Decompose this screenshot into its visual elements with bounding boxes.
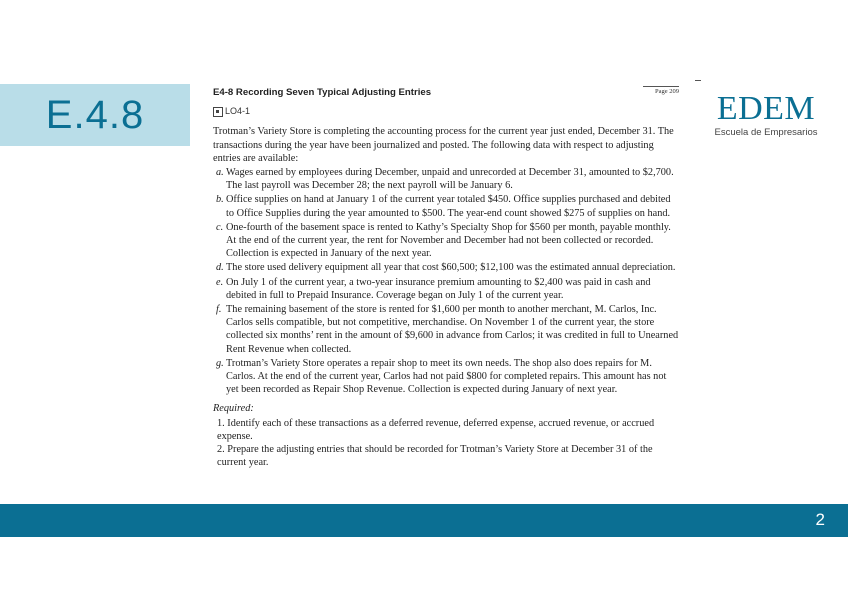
page-reference: Page 209 [643,86,679,95]
learning-objective [213,105,681,118]
list-item: d. The store used delivery equipment all year that cost $60,500; $12,100 was the estimated annual depreciation. [216,262,676,274]
intro-paragraph: Trotman’s Variety Store is completing the accounting process for the current year just ended, December 31. The transactions during the year have been journalized and posted. The following data with respect to adjusting entries are available: [213,126,674,164]
exercise-document [213,86,681,469]
list-item: a. Wages earned by employees during December, unpaid and unrecorded at December 31, amounted to $2,700. The last payroll was December 28; the next payroll will be January 6. [216,167,674,192]
exercise-label: E.4.8 [45,92,145,137]
adjusting-items-list [213,166,681,396]
edem-logo [707,92,825,138]
exercise-title: E4-8 Recording Seven Typical Adjusting Entries [213,87,432,98]
required-label: Required: [213,403,254,415]
list-item: b. Office supplies on hand at January 1 of the current year totaled $450. Office supplies purchased and debited to Office Supplies during the year amounted to $500. The year-end count showed $275 of supplies on hand. [216,194,671,219]
logo-tagline: Escuela de Empresarios [714,127,818,138]
divider [695,80,701,81]
list-item: e. On July 1 of the current year, a two-year insurance premium amounting to $2,400 was paid in cash and debited in full to Prepaid Insurance. Coverage began on July 1 of the current year. [216,276,651,301]
learning-objective-label: LO4-1 [225,106,251,117]
logo-wordmark: EDEM [716,90,816,127]
list-item: 2. Prepare the adjusting entries that should be recorded for Trotman’s Variety Store at December 31 of the current year. [217,444,653,469]
learning-objective-icon [213,107,223,117]
list-item: f. The remaining basement of the store is rented for $1,600 per month to another merchant, M. Carlos, Inc. Carlos sells compatible, but not competitive, merchandise. On November 1 of the current year, the store collected six months’ rent in the amount of $9,600 in advance from Carlos; it was credited in full to Unearned Rent Revenue when collected. [216,304,679,355]
requirements-list [213,417,681,470]
page-number: 2 [815,510,825,529]
footer-bar [0,504,848,537]
list-item: c. One-fourth of the basement space is rented to Kathy’s Specialty Shop for $560 per month, payable monthly. At the end of the current year, the rent for November and December had not been collected or recorded. Collection is expected in January of the next year. [216,221,671,260]
list-item: 1. Identify each of these transactions as a deferred revenue, deferred expense, accrued revenue, or accrued expense. [217,417,655,442]
list-item: g. Trotman’s Variety Store operates a repair shop to meet its own needs. The shop also does repairs for M. Carlos. At the end of the current year, Carlos had not paid $800 for completed repairs. This amount has not yet been recorded as Repair Shop Revenue. Collection is expected during January of next year. [216,357,667,396]
exercise-label-box [0,84,190,146]
